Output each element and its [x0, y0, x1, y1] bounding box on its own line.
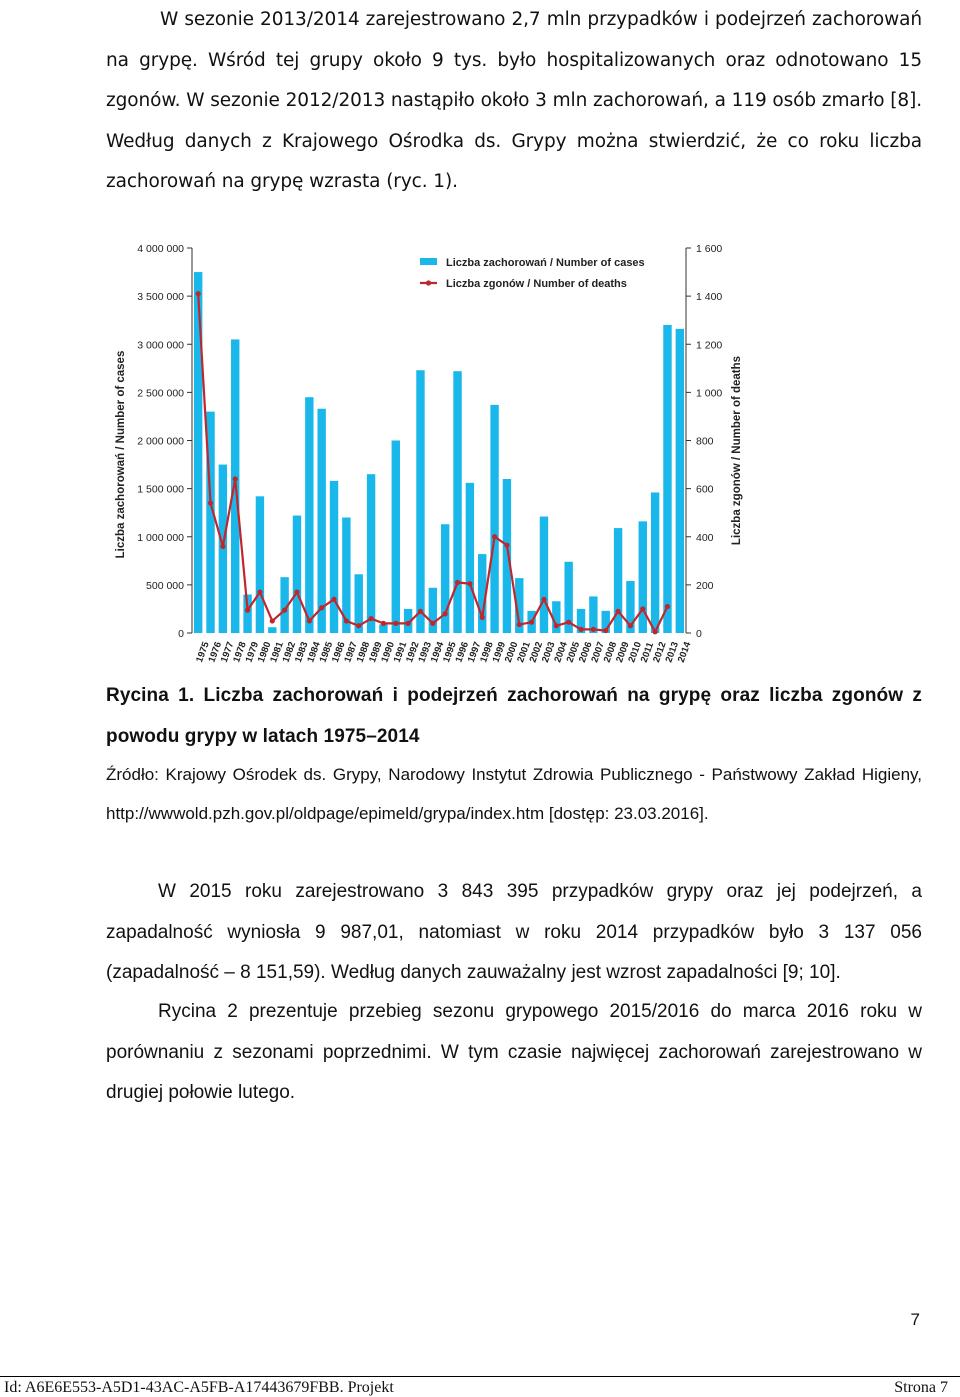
- bar-cases: [392, 441, 400, 634]
- x-tick-label: 2005: [564, 640, 583, 665]
- x-tick-label: 1992: [404, 640, 422, 665]
- x-tick-label: 1983: [292, 640, 311, 665]
- deaths-point: [257, 589, 262, 594]
- deaths-point: [406, 621, 411, 626]
- right-tick-label: 1 600: [696, 243, 723, 255]
- deaths-point: [591, 627, 596, 632]
- x-tick-label: 1996: [453, 640, 472, 665]
- footer: [0, 1376, 960, 1397]
- deaths-point: [331, 597, 336, 602]
- deaths-point: [270, 618, 275, 623]
- x-tick-label: 1976: [206, 640, 225, 665]
- left-tick-label: 3 000 000: [137, 339, 184, 352]
- left-tick-label: 4 000 000: [137, 243, 184, 255]
- deaths-point: [455, 580, 460, 585]
- x-tick-label: 1990: [379, 640, 397, 665]
- bar-cases: [416, 370, 424, 633]
- x-tick-label: 1987: [342, 640, 360, 665]
- x-tick-label: 1984: [305, 640, 323, 665]
- deaths-point: [220, 544, 225, 549]
- deaths-point: [554, 623, 559, 628]
- footer-document-id: Id: A6E6E553-A5D1-43AC-A5FB-A17443679FBB. Projekt: [4, 1379, 394, 1396]
- x-tick-label: 2001: [515, 640, 533, 665]
- deaths-point: [517, 622, 522, 627]
- deaths-point: [344, 618, 349, 623]
- bar-cases: [268, 627, 276, 633]
- deaths-point: [566, 620, 571, 625]
- right-tick-label: 800: [696, 435, 714, 448]
- deaths-point: [196, 291, 201, 296]
- figure-caption-title: Rycina 1. Liczba zachorowań i podejrzeń zachorowań na grypę oraz liczba zgonów z powodu grypy w latach 1975–2014: [106, 685, 922, 747]
- legend-swatch-cases: [420, 258, 437, 265]
- x-tick-label: 1989: [367, 640, 385, 665]
- x-tick-label: 2008: [601, 640, 620, 665]
- left-tick-label: 2 000 000: [137, 435, 184, 448]
- legend-label-deaths: Liczba zgonów / Number of deaths: [446, 278, 627, 290]
- bar-cases: [663, 325, 671, 633]
- right-tick-label: 0: [696, 628, 702, 640]
- x-tick-label: 1995: [441, 640, 459, 665]
- deaths-point: [578, 627, 583, 632]
- influenza-chart: [108, 232, 756, 668]
- deaths-point: [640, 606, 645, 611]
- deaths-point: [208, 500, 213, 505]
- deaths-point: [418, 609, 423, 614]
- bar-cases: [256, 496, 264, 633]
- deaths-point: [653, 629, 658, 634]
- x-tick-label: 2003: [539, 640, 558, 665]
- bar-cases: [453, 371, 461, 633]
- x-tick-label: 1978: [231, 640, 249, 665]
- deaths-point: [615, 609, 620, 614]
- x-tick-label: 2009: [614, 640, 632, 665]
- x-tick-label: 2011: [638, 640, 657, 665]
- x-tick-label: 1991: [391, 640, 410, 665]
- x-tick-label: 1975: [194, 640, 212, 665]
- x-tick-label: 1997: [465, 640, 484, 665]
- chart-svg: [108, 232, 756, 668]
- x-tick-label: 2004: [552, 640, 570, 665]
- x-tick-label: 1994: [428, 640, 447, 665]
- left-tick-label: 2 500 000: [137, 387, 184, 400]
- page-number: 7: [910, 1310, 920, 1329]
- bar-cases: [676, 329, 684, 633]
- x-tick-label: 2010: [626, 640, 644, 665]
- x-tick-label: 1999: [490, 640, 509, 665]
- bar-cases: [503, 479, 511, 633]
- bar-cases: [305, 397, 313, 633]
- deaths-point: [381, 621, 386, 626]
- deaths-point: [541, 597, 546, 602]
- x-tick-label: 1979: [243, 640, 262, 665]
- left-tick-label: 500 000: [146, 579, 184, 592]
- x-tick-label: 2012: [651, 640, 669, 665]
- deaths-point: [480, 615, 485, 620]
- x-tick-label: 1986: [330, 640, 348, 665]
- legend-swatch-deaths-marker: [426, 280, 431, 285]
- paragraph-figure-2: Rycina 2 prezentuje przebieg sezonu grypowego 2015/2016 do marca 2016 roku w porównaniu z sezonami poprzednimi. W tym czasie najwięcej zachorowań zarejestrowano w drugiej połowie lutego.: [106, 1001, 922, 1103]
- right-tick-label: 200: [696, 579, 714, 592]
- x-tick-label: 2007: [589, 640, 607, 665]
- deaths-point: [282, 608, 287, 613]
- left-tick-label: 3 500 000: [137, 291, 184, 304]
- deaths-point: [233, 476, 238, 481]
- right-tick-label: 1 000: [696, 387, 723, 400]
- deaths-point: [603, 628, 608, 633]
- x-tick-label: 1980: [255, 640, 274, 665]
- deaths-point: [319, 605, 324, 610]
- right-tick-label: 1 400: [696, 291, 723, 304]
- bar-cases: [317, 409, 325, 633]
- deaths-point: [245, 608, 250, 613]
- x-tick-label: 2006: [577, 640, 595, 665]
- deaths-point: [467, 581, 472, 586]
- paragraph-2015-cases: W 2015 roku zarejestrowano 3 843 395 przypadków grypy oraz jej podejrzeń, a zapadalność wyniosła 9 987,01, natomiast w roku 2014 przypadków było 3 137 056 (zapadalność – 8 151,59). Według danych zauważalny jest wzrost zapadalności [9; 10].: [106, 881, 922, 983]
- footer-page-label: Strona 7: [894, 1379, 948, 1396]
- deaths-point: [492, 534, 497, 539]
- bar-cases: [466, 483, 474, 633]
- intro-paragraph: W sezonie 2013/2014 zarejestrowano 2,7 mln przypadków i podejrzeń zachorowań na grypę. Wśród tej grupy około 9 tys. było hospitalizowanych oraz odnotowano 15 zgonów. W sezonie 2012/2013 nastąpiło około 3 mln zachorowań, a 119 osób zmarło [8]. Według danych z Krajowego Ośrodka ds. Grypy można stwierdzić, że co roku liczba zachorowań na grypę wzrasta (ryc. 1).: [106, 9, 922, 192]
- x-tick-label: 1988: [354, 640, 373, 665]
- figure-caption-source: Źródło: Krajowy Ośrodek ds. Grypy, Narodowy Instytut Zdrowia Publicznego - Państwowy Zakład Higieny, http://wwwold.pzh.gov.pl/oldpage/epimeld/grypa/index.htm [dostęp: 23.03.2016].: [106, 765, 922, 823]
- x-tick-label: 1993: [416, 640, 435, 665]
- deaths-point: [307, 618, 312, 623]
- deaths-point: [368, 616, 373, 621]
- right-tick-label: 1 200: [696, 339, 723, 352]
- left-tick-label: 1 000 000: [137, 531, 184, 544]
- x-tick-label: 2000: [502, 640, 521, 665]
- bar-cases: [429, 588, 437, 633]
- x-tick-label: 2014: [675, 640, 694, 665]
- left-tick-label: 0: [178, 628, 184, 640]
- x-tick-label: 1977: [218, 640, 237, 665]
- right-tick-label: 400: [696, 531, 714, 544]
- deaths-point: [393, 621, 398, 626]
- right-tick-label: 600: [696, 483, 714, 496]
- x-tick-label: 1982: [280, 640, 299, 665]
- deaths-point: [529, 620, 534, 625]
- x-tick-label: 2002: [527, 640, 546, 665]
- bar-cases: [490, 405, 498, 633]
- bar-cases: [293, 516, 301, 633]
- y-axis-title-right: Liczba zgonów / Number of deaths: [731, 355, 743, 546]
- y-axis-title-left: Liczba zachorowań / Number of cases: [115, 350, 127, 559]
- legend-label-cases: Liczba zachorowań / Number of cases: [446, 257, 645, 269]
- deaths-point: [294, 589, 299, 594]
- deaths-line: [198, 294, 667, 632]
- bar-cases: [651, 492, 659, 633]
- bar-cases: [367, 474, 375, 633]
- bar-cases: [540, 517, 548, 633]
- deaths-point: [504, 543, 509, 548]
- bar-cases: [330, 481, 338, 633]
- deaths-point: [430, 621, 435, 626]
- x-tick-label: 1998: [478, 640, 496, 665]
- deaths-point: [665, 604, 670, 609]
- deaths-point: [356, 623, 361, 628]
- x-tick-label: 1985: [317, 640, 336, 665]
- x-tick-label: 1981: [268, 640, 286, 665]
- x-tick-label: 2013: [663, 640, 682, 665]
- deaths-point: [443, 611, 448, 616]
- left-tick-label: 1 500 000: [137, 483, 184, 496]
- deaths-point: [628, 623, 633, 628]
